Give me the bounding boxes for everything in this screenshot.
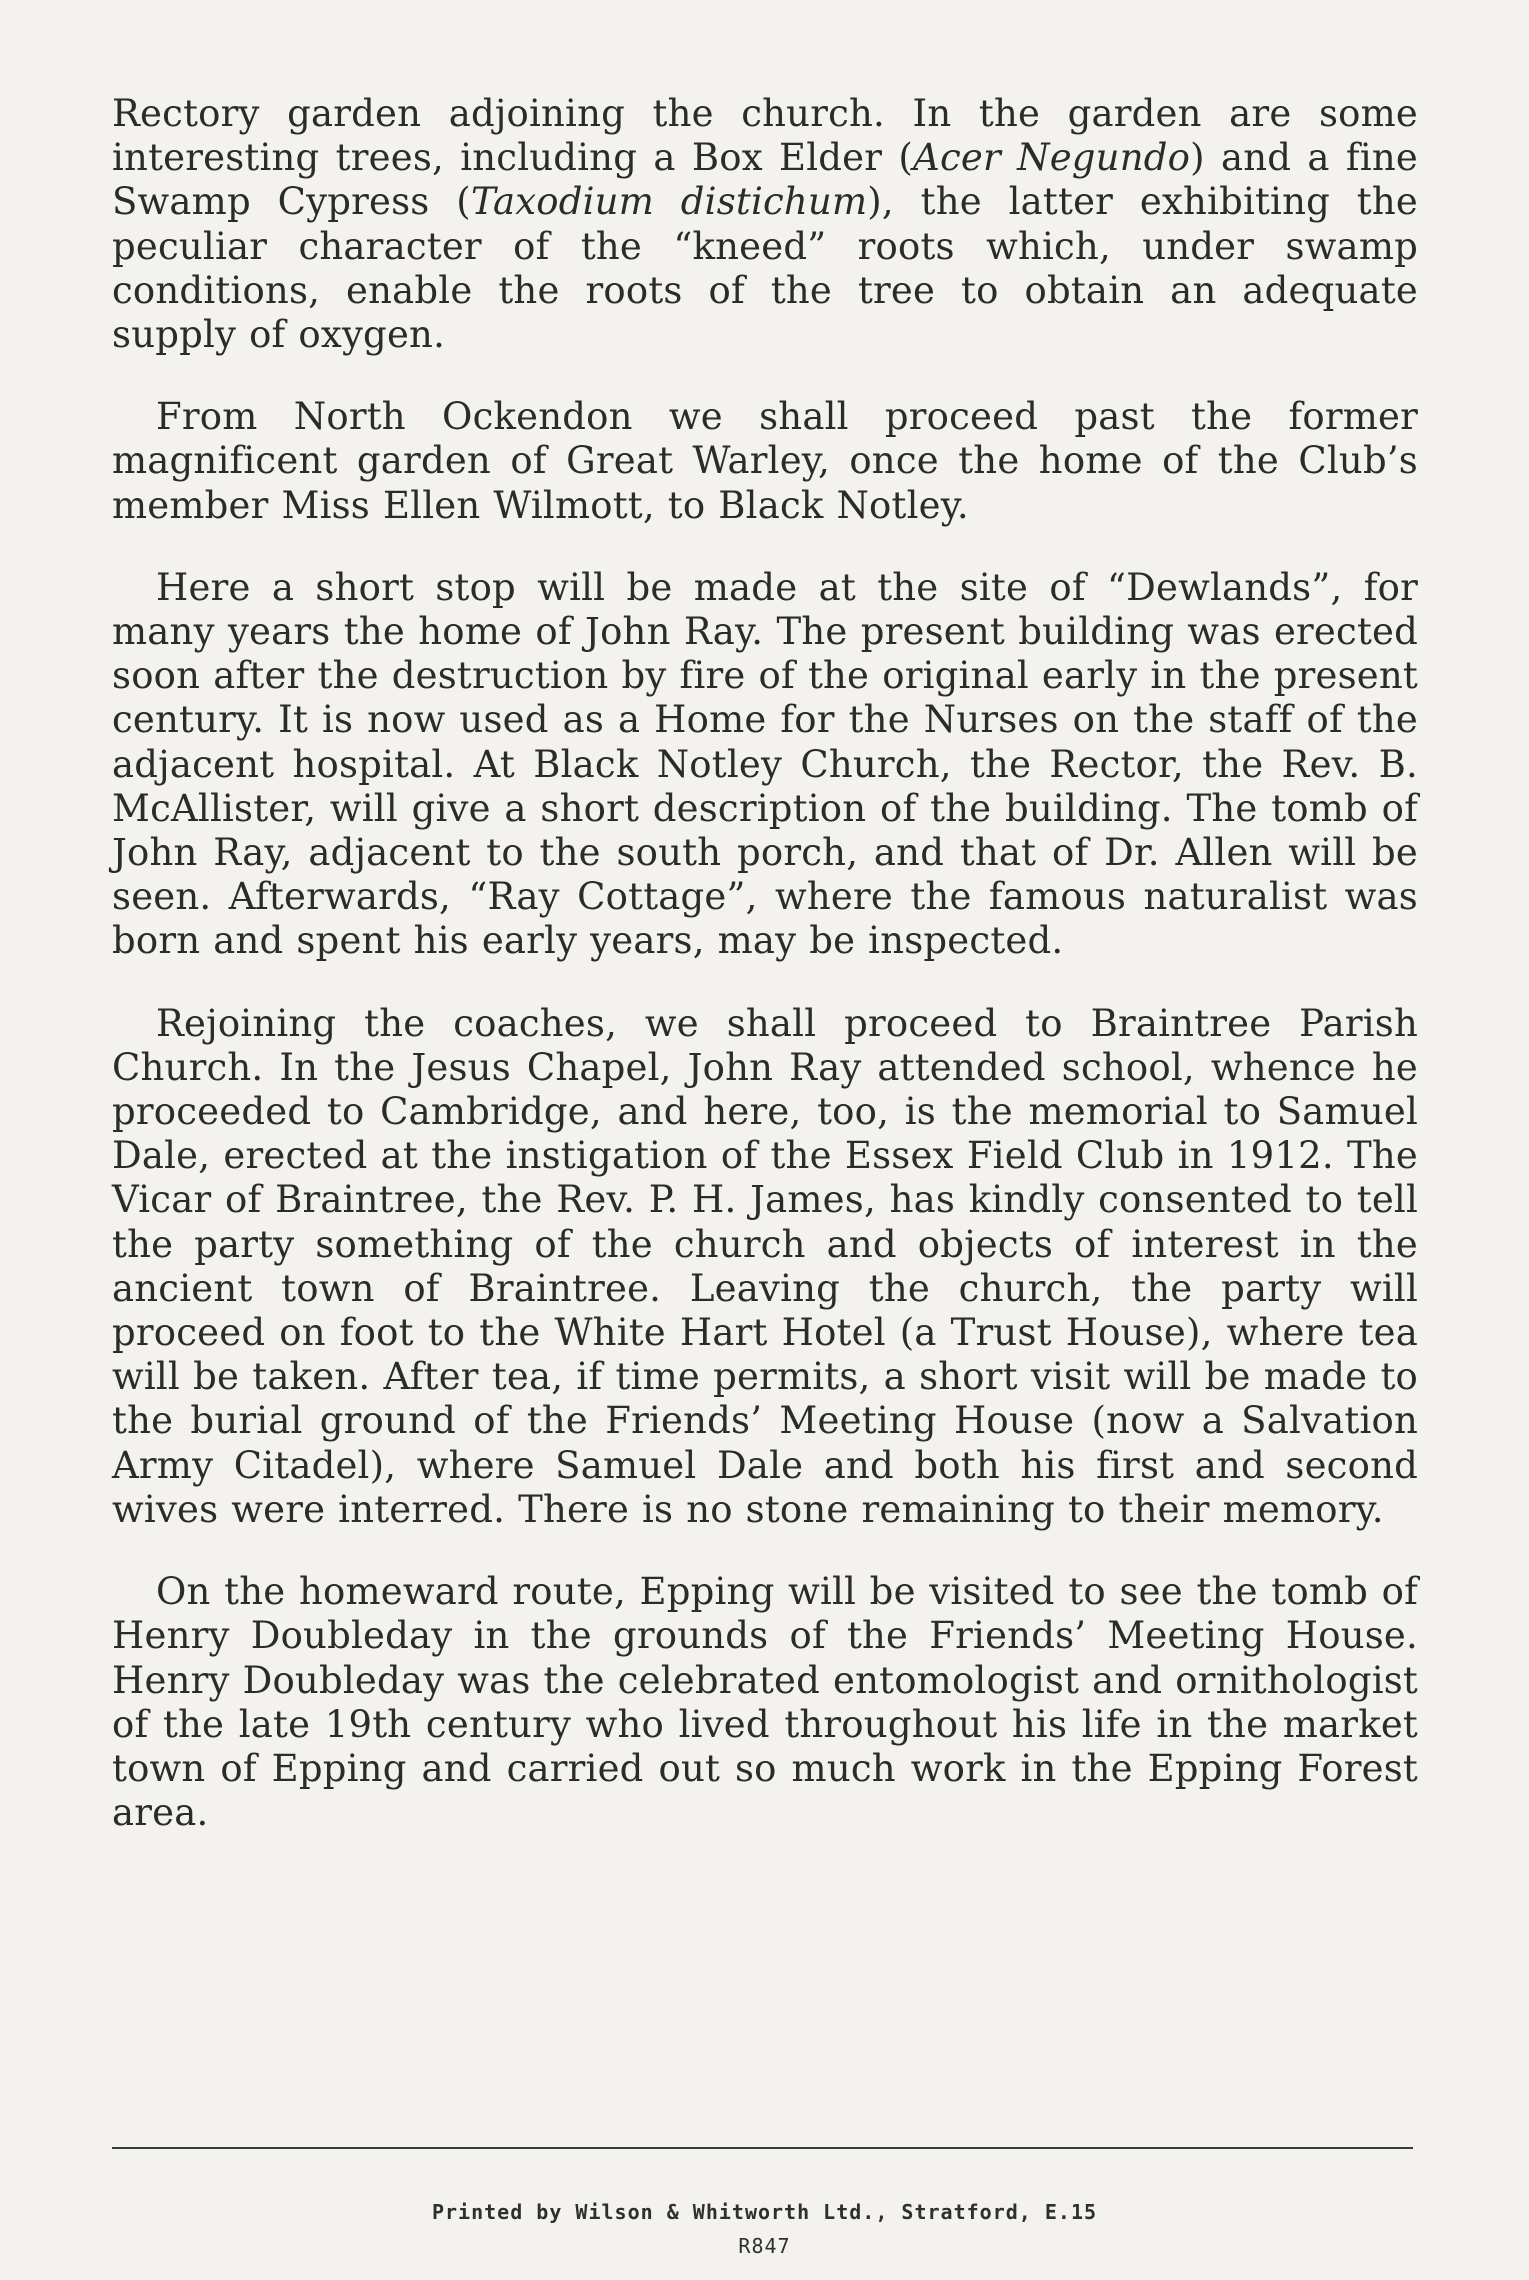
print-code: R847: [738, 2234, 791, 2258]
paragraph-text: From North Ockendon we shall proceed past the former magnificent garden of Great Warley, once the home of the Club’s member Miss Ellen Wilmott, to Black Notley.: [112, 395, 1418, 527]
paragraph-text: Rectory garden adjoining the church. In the garden are some interesting trees, including a Box Elder (: [112, 92, 1418, 180]
footer-divider: [112, 2147, 1413, 2149]
paragraph-north-ockendon: [112, 395, 1418, 528]
printer-imprint: Printed by Wilson & Whitworth Ltd., Stratford, E.15: [431, 2200, 1098, 2224]
paragraph-text: On the homeward route, Epping will be visited to see the tomb of Henry Doubleday in the grounds of the Friends’ Meeting House. Henry Doubleday was the celebrated entomologist and ornithologist of the late 19th century who lived throughout his life in the market town of Epping and carried out so much work in the Epping Forest area.: [112, 1570, 1418, 1835]
species-name: Taxodium distichum: [470, 180, 868, 224]
paragraph-text: ) and a fine Swamp Cypress (: [112, 136, 1418, 224]
paragraph-text: ), the latter exhibiting the peculiar character of the “kneed” roots which, under swamp conditions, enable the roots of the tree to obtain an adequate supply of oxygen.: [112, 180, 1418, 357]
paragraph-text: Rejoining the coaches, we shall proceed to Braintree Parish Church. In the Jesus Chapel, John Ray attended school, whence he proceeded to Cambridge, and here, too, is the memorial to Samuel Dale, erected at the instigation of the Essex Field Club in 1912. The Vicar of Braintree, the Rev. P. H. James, has kindly consented to tell the party something of the church and objects of interest in the ancient town of Braintree. Leaving the church, the party will proceed on foot to the White Hart Hotel (a Trust House), where tea will be taken. After tea, if time permits, a short visit will be made to the burial ground of the Friends’ Meeting House (now a Salvation Army Citadel), where Samuel Dale and both his first and second wives were interred. There is no stone remaining to their memory.: [112, 1001, 1418, 1531]
body-text: [112, 92, 1418, 1873]
species-name: Acer Negundo: [913, 136, 1191, 180]
paragraph-text: Here a short stop will be made at the site of “Dewlands”, for many years the home of John Ray. The present building was erected soon after the destruction by fire of the original early in the present century. It is now used as a Home for the Nurses on the staff of the adjacent hospital. At Black Notley Church, the Rector, the Rev. B. McAllister, will give a short description of the building. The tomb of John Ray, adjacent to the south porch, and that of Dr. Allen will be seen. Afterwards, “Ray Cottage”, where the famous naturalist was born and spent his early years, may be inspected.: [112, 565, 1418, 963]
paragraph-braintree: [112, 1002, 1418, 1532]
paragraph-rectory-garden: [112, 92, 1418, 357]
paragraph-epping: [112, 1570, 1418, 1835]
paragraph-dewlands: [112, 566, 1418, 964]
